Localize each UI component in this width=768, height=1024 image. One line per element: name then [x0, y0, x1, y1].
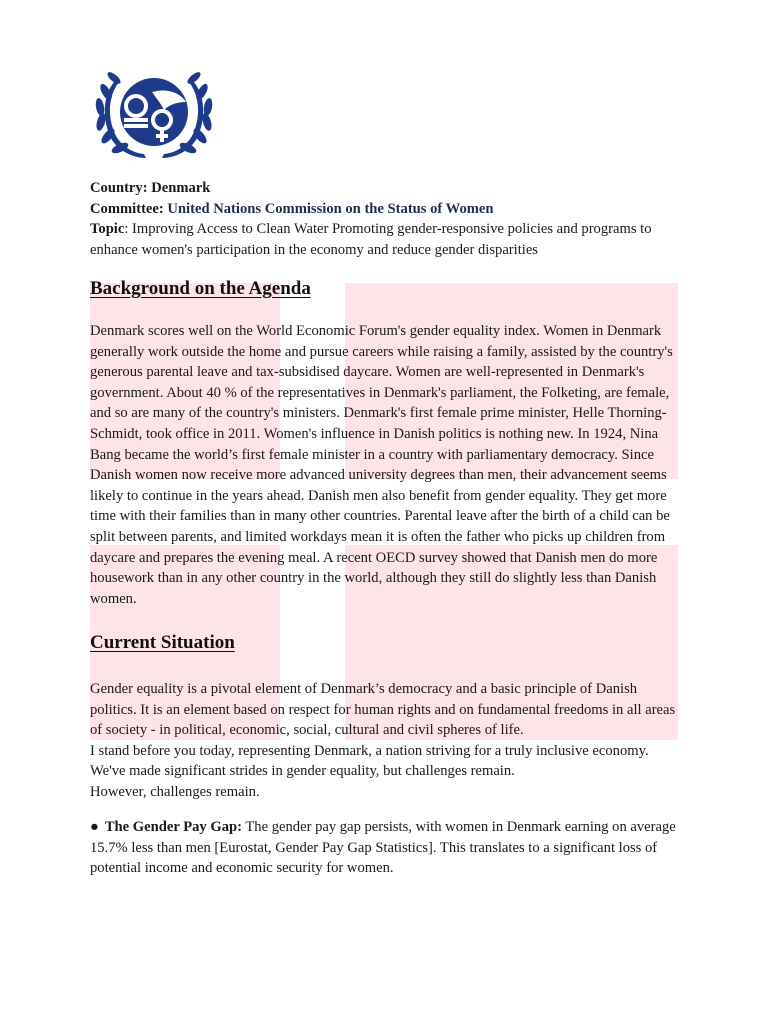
committee-value: United Nations Commission on the Status of Women [167, 200, 494, 217]
current-situation-body [90, 679, 680, 803]
current-situation-line2: I stand before you today, representing Denmark, a nation striving for a truly inclusive economy. We've made significant strides in gender equality, but challenges remain. [90, 742, 649, 780]
bullet-title: The Gender Pay Gap: [104, 819, 242, 835]
committee-line [90, 199, 680, 220]
background-body: Denmark scores well on the World Economic Forum's gender equality index. Women in Denmark generally work outside the home and pursue careers while raising a family, assisted by the country's generous parental leave and tax-subsidised daycare. Women are well-represented in Denmark's government. About 40 % of the representatives in Denmark's parliament, the Folketing, are female, and so are many of the country's ministers. Denmark's first female prime minister, Helle Thorning-Schmidt, took office in 2011. Women's influence in Danish politics is nothing new. In 1924, Nina Bang became the world’s first female minister in a country with parliamentary democracy. Since Danish women now receive more advanced university degrees than men, their advancement seems likely to continue in the years ahead. Danish men also benefit from gender equality. They get more time with their families than in many other countries. Parental leave after the birth of a child can be split between parents, and limited workdays mean it is often the father who picks up children from daycare and prepares the evening meal. A recent OECD survey showed that Danish men do more housework than in any other country in the world, although they still do slightly less than Danish women. [90, 323, 673, 607]
committee-label: Committee: [90, 200, 164, 217]
current-situation-heading: Current Situation [90, 632, 235, 653]
country-value: Denmark [151, 180, 211, 196]
bullet-gender-pay-gap [90, 817, 680, 879]
current-situation-line3: However, challenges remain. [90, 783, 260, 800]
document-meta [90, 178, 680, 260]
bullet-text: The gender pay gap persists, with women in Denmark earning on average 15.7% less than men [Eurostat, Gender Pay Gap Statistics]. This translates to a significant loss of potential income and economic security for women. [90, 819, 676, 877]
topic-line [90, 219, 680, 260]
topic-value: : Improving Access to Clean Water Promoting gender-responsive policies and programs to enhance women's participation in the economy and reduce gender disparities [90, 221, 652, 258]
un-women-emblem-icon [94, 62, 214, 162]
background-heading: Background on the Agenda [90, 278, 311, 299]
topic-label: Topic [90, 221, 125, 237]
country-label: Country: [90, 180, 148, 196]
current-situation-line1: Gender equality is a pivotal element of Denmark’s democracy and a basic principle of Danish politics. It is an element based on respect for human rights and on fundamental freedoms in all areas of society - in political, economic, social, cultural and civil spheres of life. [90, 681, 676, 739]
bullet-marker: ● [90, 819, 99, 835]
country-line [90, 178, 680, 199]
